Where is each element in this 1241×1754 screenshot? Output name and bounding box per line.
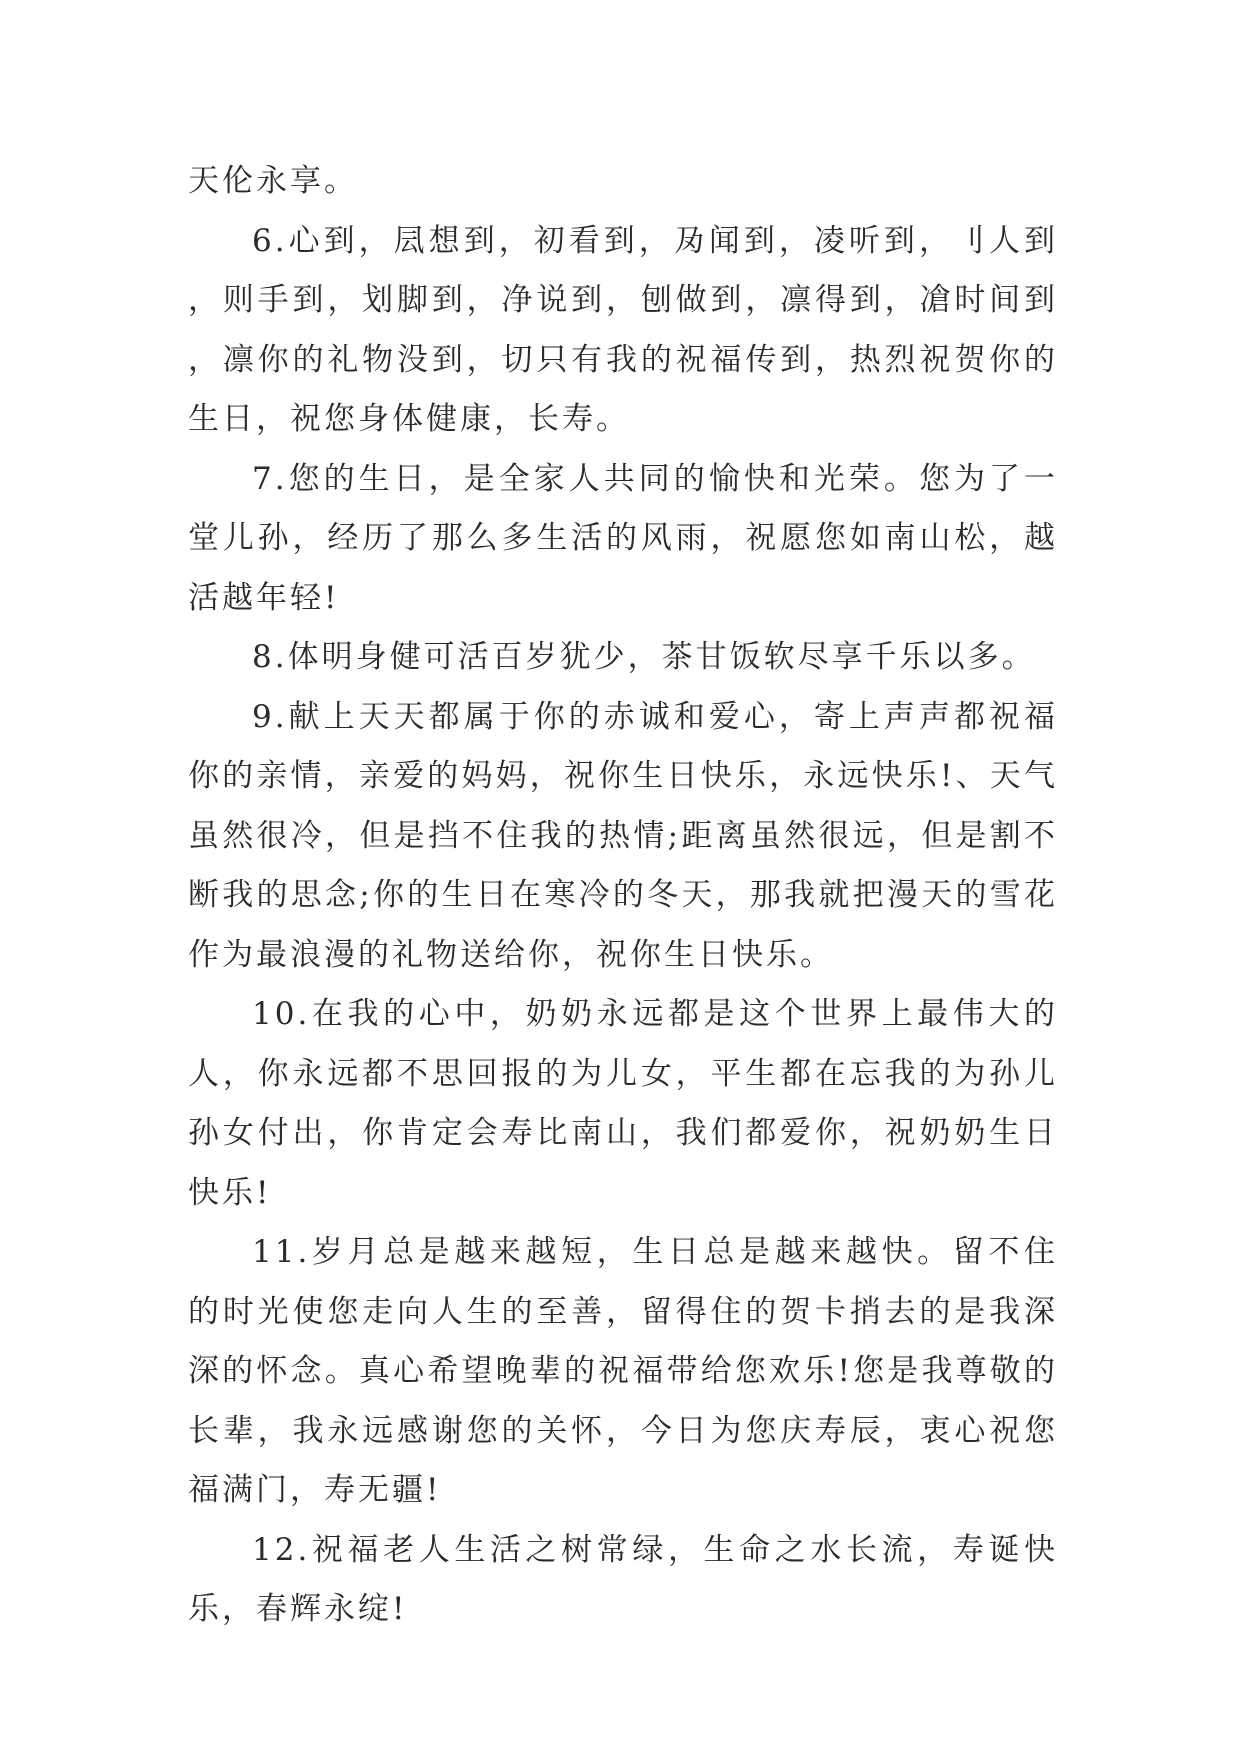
document-body (188, 152, 1058, 1640)
paragraph-item-11: 11.岁月总是越来越短，生日总是越来越快。留不住的时光使您走向人生的至善，留得住的贺卡捎去的是我深深的怀念。真心希望晚辈的祝福带给您欢乐!您是我尊敬的长辈，我永远感谢您的关怀，今日为您庆寿辰，衷心祝您福满门，寿无疆! (188, 1234, 1058, 1508)
paragraph-item-6: 6.心到，凨想到，初看到，夃闻到，凌听到，刂人到，则手到，划脚到，净说到，刨做到，凛得到，凔时间到，凛你的礼物没到，切只有我的祝福传到，热烈祝贺你的生日，祝您身体健康，长寿。 (188, 222, 1058, 437)
paragraph-continuation: 天伦永享。 (188, 163, 358, 199)
paragraph-item-10: 10.在我的心中，奶奶永远都是这个世界上最伟大的人，你永远都不思回报的为儿女，平生都在忘我的为孙儿孙女付出，你肯定会寿比南山，我们都爱你，祝奶奶生日快乐! (188, 996, 1058, 1211)
paragraph-item-8: 8.体明身健可活百岁犹少，茶甘饭软尽享千乐以多。 (252, 639, 1036, 675)
paragraph-item-9: 9.献上天天都属于你的赤诚和爱心，寄上声声都祝福你的亲情，亲爱的妈妈，祝你生日快乐，永远快乐!、天气虽然很冷，但是挡不住我的热情;距离虽然很远，但是割不断我的思念;你的生日在寒冷的冬天，那我就把漫天的雪花作为最浪漫的礼物送给你，祝你生日快乐。 (188, 698, 1058, 973)
paragraph-item-7: 7.您的生日，是全家人共同的愉快和光荣。您为了一堂儿孙，经历了那么多生活的风雨，祝愿您如南山松，越活越年轻! (188, 460, 1058, 616)
paragraph-item-12: 12.祝福老人生活之树常绿，生命之水长流，寿诞快乐，春辉永绽! (188, 1531, 1058, 1627)
